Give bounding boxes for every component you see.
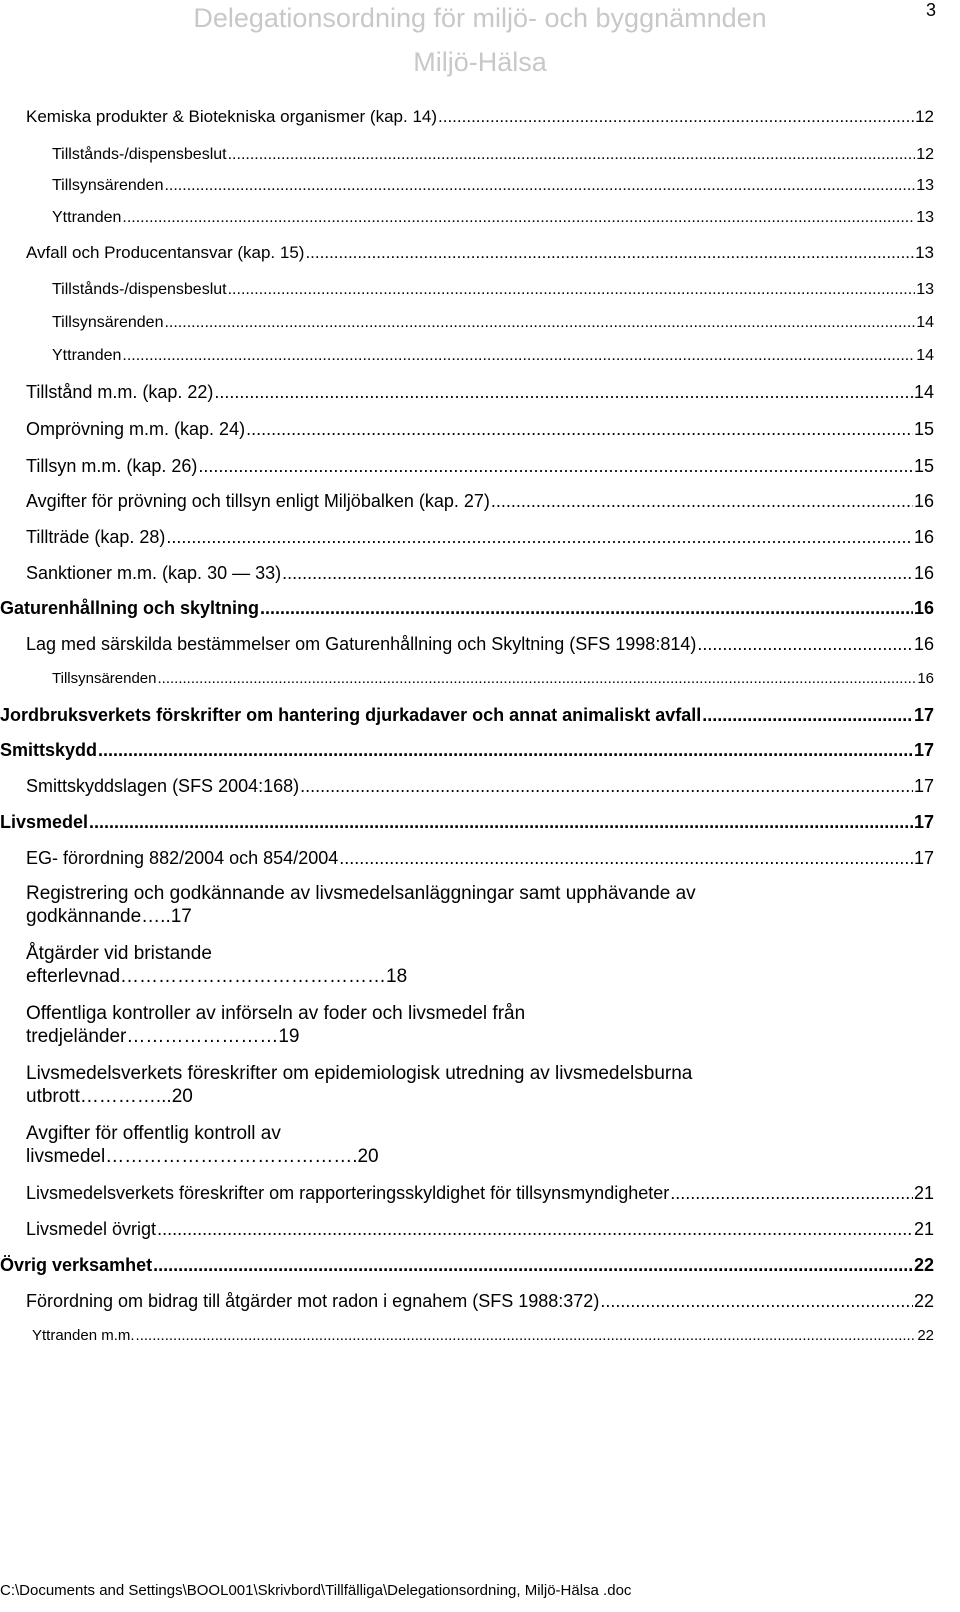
toc-entry-title: Smittskydd (0, 740, 98, 760)
toc-entry[interactable] (26, 380, 934, 404)
toc-entry[interactable] (26, 632, 934, 656)
dot-leader (670, 1181, 913, 1205)
dot-leader (89, 810, 913, 834)
toc-entry-line: livsmedel………………………………….20 (26, 1146, 379, 1167)
toc-entry[interactable] (32, 1326, 934, 1346)
toc-entry-title: Sanktioner m.m. (kap. 30 — 33) (26, 563, 282, 583)
toc-wrapped-entry[interactable] (26, 942, 407, 988)
toc-entry-page: 17 (913, 705, 934, 725)
dot-leader (438, 106, 914, 128)
dot-leader (98, 738, 913, 762)
toc-heading[interactable] (0, 738, 934, 762)
toc-entry-page: 17 (913, 740, 934, 760)
toc-entry-title: Jordbruksverkets förskrifter om hantering djurkadaver och annat animaliskt avfall (0, 705, 702, 725)
toc-entry[interactable] (26, 774, 934, 798)
toc-entry-page: 13 (915, 243, 934, 262)
toc-entry[interactable] (26, 242, 934, 264)
dot-leader (228, 144, 916, 166)
toc-entry-page: 22 (913, 1291, 934, 1311)
toc-entry-title: Tillträde (kap. 28) (26, 527, 166, 547)
document-title: Delegationsordning för miljö- och byggnämnden (193, 3, 767, 33)
toc-entry-title: Tillsynsärenden (52, 177, 164, 194)
toc-entry[interactable] (52, 175, 934, 197)
dot-leader (164, 175, 915, 197)
dot-leader (164, 312, 915, 334)
page-number: 3 (925, 0, 936, 20)
toc-entry-page: 16 (917, 670, 934, 687)
dot-leader (122, 345, 915, 367)
toc-entry[interactable] (26, 1289, 934, 1313)
toc-entry-title: Livsmedel (0, 812, 89, 832)
toc-entry[interactable] (26, 846, 934, 870)
toc-entry-page: 17 (913, 776, 934, 796)
toc-entry-title: Gaturenhållning och skyltning (0, 598, 260, 618)
toc-entry-line: Livsmedelsverkets föreskrifter om epidemiologisk utredning av livsmedelsburna (26, 1063, 693, 1084)
toc-entry-page: 12 (916, 146, 934, 163)
toc-entry-page: 21 (913, 1219, 934, 1239)
toc-entry-title: Tillstånds-/dispensbeslut (52, 146, 227, 163)
toc-entry[interactable] (26, 1217, 934, 1241)
toc-entry[interactable] (52, 345, 934, 367)
dot-leader (198, 454, 913, 478)
toc-entry-title: Förordning om bidrag till åtgärder mot radon i egnahem (SFS 1988:372) (26, 1291, 600, 1311)
dot-leader (158, 669, 917, 689)
toc-entry-page: 17 (913, 848, 934, 868)
toc-entry-line: efterlevnad……………………………………18 (26, 966, 408, 987)
toc-entry-line: Avgifter för offentlig kontroll av (26, 1123, 281, 1144)
dot-leader (246, 417, 913, 441)
toc-entry-title: Yttranden (52, 347, 122, 364)
toc-entry-page: 22 (913, 1255, 934, 1275)
toc-entry-page: 16 (913, 527, 934, 547)
toc-entry-title: Omprövning m.m. (kap. 24) (26, 419, 246, 439)
toc-entry-page: 14 (916, 347, 934, 364)
toc-entry-page: 16 (913, 563, 934, 583)
dot-leader (122, 207, 915, 229)
toc-entry-title: Smittskyddslagen (SFS 2004:168) (26, 776, 300, 796)
toc-entry[interactable] (26, 525, 934, 549)
toc-entry-line: godkännande…..17 (26, 906, 192, 927)
toc-heading[interactable] (0, 703, 934, 727)
toc-entry[interactable] (26, 106, 934, 128)
toc-entry-title: Yttranden m.m. (32, 1327, 135, 1344)
toc-entry[interactable] (52, 669, 934, 689)
dot-leader (491, 489, 913, 513)
toc-entry-title: Tillsynsärenden (52, 670, 157, 687)
dot-leader (282, 561, 913, 585)
toc-heading[interactable] (0, 810, 934, 834)
footer-file-path: C:\Documents and Settings\BOOL001\Skrivbord\Tillfälliga\Delegationsordning, Miljö-Hälsa .doc (0, 1582, 632, 1599)
dot-leader (697, 632, 913, 656)
toc-heading[interactable] (0, 1253, 934, 1277)
toc-entry-page: 16 (913, 598, 934, 618)
toc-entry-title: Tillsynsärenden (52, 314, 164, 331)
toc-entry-title: Livsmedelsverkets föreskrifter om rapporteringsskyldighet för tillsynsmyndigheter (26, 1183, 670, 1203)
toc-entry-line: tredjeländer……………………19 (26, 1026, 300, 1047)
toc-entry-title: Övrig verksamhet (0, 1255, 153, 1275)
toc-entry-line: Registrering och godkännande av livsmedelsanläggningar samt upphävande av (26, 883, 696, 904)
toc-entry-page: 14 (913, 382, 934, 402)
toc-wrapped-entry[interactable] (26, 1062, 692, 1108)
toc-wrapped-entry[interactable] (26, 1122, 379, 1168)
toc-entry-page: 14 (916, 314, 934, 331)
dot-leader (600, 1289, 913, 1313)
toc-entry-title: Tillsyn m.m. (kap. 26) (26, 456, 198, 476)
toc-entry-page: 13 (916, 209, 934, 226)
toc-entry[interactable] (52, 207, 934, 229)
toc-entry-title: Yttranden (52, 209, 122, 226)
toc-entry-page: 15 (913, 456, 934, 476)
toc-entry[interactable] (52, 312, 934, 334)
dot-leader (228, 279, 916, 301)
document-subtitle: Miljö-Hälsa (413, 47, 547, 77)
dot-leader (339, 846, 913, 870)
toc-entry-line: utbrott…………...20 (26, 1086, 193, 1107)
toc-entry-title: Avfall och Producentansvar (kap. 15) (26, 243, 305, 262)
dot-leader (260, 596, 913, 620)
dot-leader (166, 525, 913, 549)
toc-entry[interactable] (26, 454, 934, 478)
toc-entry-title: Kemiska produkter & Biotekniska organismer (kap. 14) (26, 107, 438, 126)
toc-wrapped-entry[interactable] (26, 882, 696, 928)
toc-entry[interactable] (26, 1181, 934, 1205)
toc-entry-page: 17 (913, 812, 934, 832)
toc-entry[interactable] (26, 561, 934, 585)
toc-entry-page: 16 (913, 634, 934, 654)
dot-leader (157, 1217, 913, 1241)
toc-entry-page: 12 (915, 107, 934, 126)
toc-entry[interactable] (26, 489, 934, 513)
dot-leader (300, 774, 913, 798)
toc-wrapped-entry[interactable] (26, 1002, 525, 1048)
toc-entry-page: 22 (917, 1327, 934, 1344)
dot-leader (153, 1253, 913, 1277)
toc-entry-title: Lag med särskilda bestämmelser om Gaturenhållning och Skyltning (SFS 1998:814) (26, 634, 697, 654)
toc-entry-page: 21 (913, 1183, 934, 1203)
dot-leader (702, 703, 913, 727)
dot-leader (136, 1326, 917, 1346)
toc-entry-line: Offentliga kontroller av införseln av foder och livsmedel från (26, 1003, 526, 1024)
toc-entry-page: 15 (913, 419, 934, 439)
toc-entry-title: Livsmedel övrigt (26, 1219, 157, 1239)
toc-entry-page: 13 (916, 281, 934, 298)
toc-entry[interactable] (26, 417, 934, 441)
toc-entry-title: Tillstånd m.m. (kap. 22) (26, 382, 214, 402)
toc-heading[interactable] (0, 596, 934, 620)
toc-entry-title: EG- förordning 882/2004 och 854/2004 (26, 848, 339, 868)
dot-leader (305, 242, 914, 264)
toc-entry-title: Avgifter för prövning och tillsyn enligt Miljöbalken (kap. 27) (26, 491, 490, 511)
dot-leader (214, 380, 913, 404)
toc-entry-page: 13 (916, 177, 934, 194)
toc-entry-page: 16 (913, 491, 934, 511)
toc-entry[interactable] (52, 144, 934, 166)
toc-entry-line: Åtgärder vid bristande (26, 943, 212, 964)
toc-entry[interactable] (52, 279, 934, 301)
toc-entry-title: Tillstånds-/dispensbeslut (52, 281, 227, 298)
